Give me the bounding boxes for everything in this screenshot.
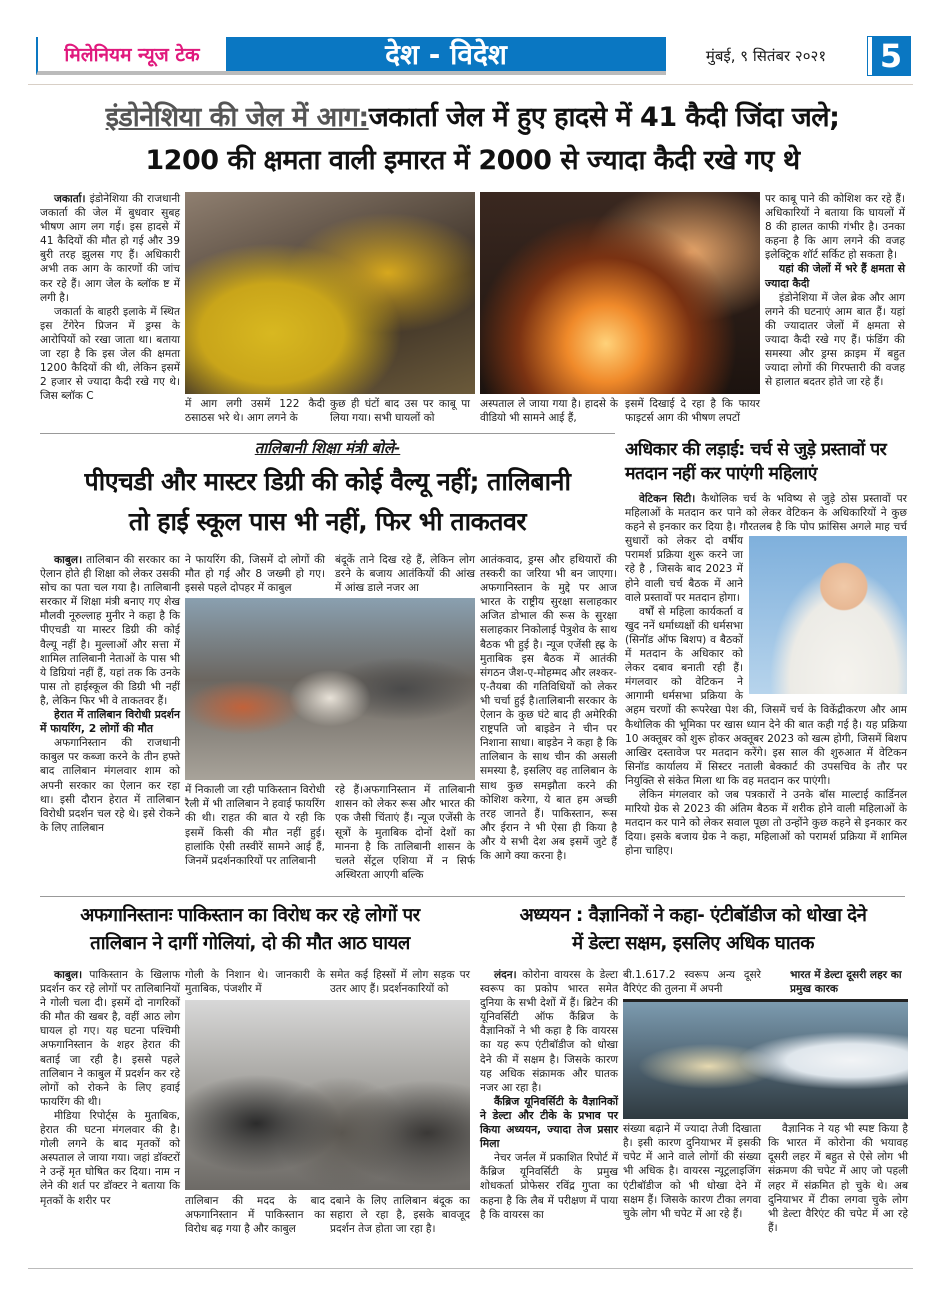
story5-col2-top: बी.1.617.2 स्वरूप अन्य दूसरे वैरिएंट की तुलना में अपनी — [623, 969, 761, 996]
story3-para: लेकिन मंगलवार को जब पत्रकारों ने उनके बॉस माल्टाई कार्डिनल मारियो ग्रेक से 2023 की अंतिम बैठक में शरीक होने वाली महिलाओं के मतदान कर पाने को लेकर सवाल पूछा तो उन्होंने कुछ कहने से इनकार कर दिया। इसके बजाय ग्रेक ने कहा, महिलाओं को परामर्श प्रक्रिया में शामिल होना चाहिए। — [625, 788, 907, 858]
story4-middle — [185, 968, 470, 1236]
story2-para: अफगानिस्तान की राजधानी काबुल पर कब्जा करने के तीन हफ्ते बाद तालिबान मंगलवार शाम को अपनी सरकार का ऐलान कर रहा था। इसी दौरान हेरात में तालिबान विरोधी प्रदर्शन चल रहे थे। इसे रोकने के लिए तालिबान — [40, 737, 180, 834]
taliban-fighters-photo — [185, 1000, 470, 1190]
story2-headline — [35, 462, 620, 542]
story5-right — [623, 968, 908, 1235]
story1-headline-prefix: इंडोनेशिया की जेल में आग: — [105, 102, 369, 133]
story3-para: वर्षों से महिला कार्यकर्ता व खुद ननें धर्माध्यक्षों की धर्मसभा (सिनॉड ऑफ बिशप) व बैठकों में मतदान के अधिकार को लेकर दबाव बनाती रही हैं। मंगलवार को वेटिकन ने आगामी धर्मसभा प्रक्रिया के अहम चरणों की रूपरेखा पेश की, जिसमें चर्च के विकेंद्रीकरण और आम कैथोलिक की भूमिका पर खास ध्यान देने की बात कही गई है। यह प्रक्रिया 10 अक्तूबर को शुरू होकर अक्तूबर 2023 को खत्म होगी, जिसमें बिशप आखिर दस्तावेज पर मतदान करेंगे। इस साल की शुरुआत में वेटिकन सिनॉड कार्यालय में सिस्टर नताली बेक्कार्ट की उपसचिव के तौर पर नियुक्ति से संकेत मिला था कि वह मतदान कर पाएंगी। — [625, 605, 907, 787]
story5-para: नेचर जर्नल में प्रकाशित रिपोर्ट में कैंब्रिज यूनिवर्सिटी के प्रमुख शोधकर्ता प्रोफेसर रविंद्र गुप्ता का कहना है कि लैब में परीक्षण में पाया है कि वायरस का — [480, 1152, 618, 1221]
story2-subheading: हेरात में तालिबान विरोधी प्रदर्शन में फायरिंग, 2 लोगों की मौत — [40, 708, 180, 736]
story2-col3-bottom: रहे हैं।अफगानिस्तान में तालिबानी शासन को लेकर रूस और भारत की एक जैसी चिंताएं हैं। न्यूज एजेंसी के सूत्रों के मुताबिक दोनों देशों का मानना है कि तालिबानी शासन के चलते सेंट्रल एशिया में न सिर्फ अस्थिरता आएगी बल्कि — [335, 784, 475, 881]
story4-headline-line2: तालिबान ने दागीं गोलियां, दो की मौत आठ घायल — [90, 933, 410, 954]
covid-hospital-photo — [623, 999, 908, 1119]
story5-col3-bottom — [768, 1122, 908, 1235]
story1-subheading: यहां की जेलों में भरे हैं क्षमता से ज्यादा कैदी — [765, 262, 905, 290]
herat-protest-photo — [185, 598, 475, 780]
issue-date: मुंबई, ९ सितंबर २०२१ — [705, 47, 827, 65]
story3-para: कैथोलिक चर्च के भविष्य से जुड़े ठोस प्रस्तावों पर महिलाओं के मतदान कर पाने को लेकर वेटिकन के अधिकारियों ने कुछ कहने से इनकार कर दिया है। गौरतलब है कि पोप फ्रांसिस अगले माह चर्च सुधारों को लेकर दो वर्षीय परामर्श प्रक्रिया शुरू करने जा रहे है , जिसके बाद 2023 में होने वाली चर्च बैठक में आने वाले प्रस्तावों पर मतदान होगा। — [625, 493, 907, 604]
story2-col2-bottom: में निकाली जा रही पाकिस्तान विरोधी रैली में भी तालिबान ने हवाई फायरिंग की थी। राहत की बात ये रही कि इसमें किसी की मौत नहीं हुई। हालांकि ऐसी तस्वीरें सामने आई हैं, जिनमें प्रदर्शनकारियों पर तालिबानी — [185, 784, 325, 867]
story1-para: इंडोनेशिया की राजधानी जकार्ता की जेल में बुधवार सुबह भीषण आग लग गई। इस हादसे में 41 कैदियों की मौत हो गई और 39 बुरी तरह झुलस गए हैं। अधिकारी अभी तक आग के कारणों की जांच कर रहे हैं। आग जेल के ब्लॉक ष्ट में लगी है। — [40, 193, 180, 304]
story4-headline — [30, 902, 470, 958]
story1-col1 — [40, 192, 180, 403]
section-divider — [40, 433, 615, 434]
story2-dateline: काबुल। — [54, 554, 83, 566]
story2-col2-top: ने फायरिंग की, जिसमें दो लोगों की मौत हो गई और 8 जख्मी हो गए। इससे पहले दोपहर में काबुल — [185, 554, 325, 595]
story1-headline-line2: 1200 की क्षमता वाली इमारत में 2000 से ज्यादा कैदी रखे गए थे — [145, 145, 800, 176]
story4-headline-line1: अफगानिस्तानः पाकिस्तान का विरोध कर रहे लोगों पर — [80, 905, 420, 926]
story2-headline-line2: तो हाई स्कूल पास भी नहीं, फिर भी ताकतवर — [128, 507, 527, 536]
page-bottom-rule — [28, 1268, 913, 1269]
story1-right-col — [765, 192, 905, 389]
page-number-box — [868, 37, 910, 75]
story4-col3-top: समेत कई हिस्सों में लोग सड़क पर उतर आए हैं। प्रदर्शनकारियों को — [330, 969, 470, 996]
dateline-box — [666, 37, 866, 75]
story1-para: पर काबू पाने की कोशिश कर रहे हैं। अधिकारियों ने बताया कि घायलों में 8 की हालत काफी गंभीर है। उनका कहना है कि आग लगने की वजह इलेक्ट्रिक शॉर्ट सर्किट हो सकता है। — [765, 193, 905, 262]
story3-body — [625, 492, 907, 858]
masthead — [36, 37, 911, 77]
story5-para: कोरोना वायरस के डेल्टा स्वरूप का प्रकोप भारत समेत दुनिया के सभी देशों में हैं। ब्रिटेन की यूनिवर्सिटी ऑफ कैंब्रिज के वैज्ञानिकों ने भी कहा है कि वायरस का यह रूप एंटीबॉडीज को धोखा देने की में सक्षम है। जिसके कारण यह अधिक संक्रामक और घातक नजर आ रहा है। — [480, 969, 618, 1094]
story2-kicker: तालिबानी शिक्षा मंत्री बोले- — [254, 439, 401, 457]
story1-para: जकार्ता के बाहरी इलाके में स्थित इस टेंगेरेन प्रिजन में ड्रग्स के आरोपियों को रखा जाता था। बताया जा रहा है कि इस जेल की क्षमता 1200 कैदियों की थी, लेकिन इसमें 2 हजार से ज्यादा कैदी रखे गए थे। जिस ब्लॉक C — [40, 305, 180, 403]
story5-para: वैज्ञानिक ने यह भी स्पष्ट किया है कि भारत में कोरोना की भयावह दूसरी लहर में बहुत से ऐसे लोग भी संक्रमण की चपेट में आए जो पहली लहर में संक्रमित हो चुके थे। अब दुनियाभर में टीका लगवा चुके लोग भी डेल्टा वैरिएंट की चपेट में आ रहे हैं। — [768, 1123, 908, 1234]
story4-para: पाकिस्तान के खिलाफ प्रदर्शन कर रहे लोगों पर तालिबानियों ने गोली चला दी। इसमें दो नागरिकों की मौत की खबर है, वहीं आठ लोग घायल हो गए। यह घटना पश्चिमी अफगानिस्तान के शहर हेरात की बताई जा रही है। इससे पहले तालिबान ने काबुल में प्रदर्शन कर रहे लोगों को रोकने के लिए हवाई फायरिंग की थी। — [40, 969, 180, 1108]
page-number: 5 — [879, 37, 903, 75]
brand-logo — [36, 37, 226, 75]
story2-para: तालिबान की सरकार का ऐलान होते ही शिक्षा को लेकर उसकी सोच का पता चल गया है। तालिबानी सरकार में शिक्षा मंत्री बनाए गए शेख मौलवी नूरुल्लाह मुनीर ने कहा है कि पीएचडी या मास्टर डिग्री की कोई वैल्यू नहीं है। मुल्लाओं और सत्ता में शामिल तालिबानी नेताओं के पास भी ये डिग्रियां नहीं हैं, यहां तक कि उनके पास तो हाईस्कूल की डिग्री भी नहीं है, लेकिन फिर भी वे ताकतवर हैं। — [40, 554, 180, 707]
story5-headline-line1: अध्ययन : वैज्ञानिकों ने कहा- एंटीबॉडीज को धोखा देने — [519, 905, 867, 926]
story3-dateline: वेटिकन सिटी। — [639, 493, 696, 505]
story4-dateline: काबुल। — [54, 969, 83, 981]
story2-col1 — [40, 553, 180, 835]
story5-headline — [478, 902, 908, 958]
story5-side-subheading: भारत में डेल्टा दूसरी लहर का प्रमुख कारक — [790, 969, 902, 996]
pope-francis-photo — [749, 536, 907, 694]
story1-caption-col3: अस्पताल ले जाया गया है। हादसे के वीडियो भी सामने आई हैं, — [480, 398, 618, 425]
story3 — [625, 438, 907, 858]
story1-dateline: जकार्ता। — [54, 193, 86, 205]
story1-caption-col2: कुछ ही घंटों बाद उस पर काबू पा लिया गया। सभी घायलों को — [330, 398, 470, 425]
story4-col3-bottom: दबाने के लिए तालिबान बंदूक का सहारा ले रहा है, इसके बावजूद प्रदर्शन तेज होता जा रहा है। — [330, 1195, 470, 1236]
story2-middle — [185, 553, 475, 882]
story1-headline-main: जकार्ता जेल में हुए हादसे में 41 कैदी जिंदा जले; — [368, 102, 840, 133]
masthead-rule — [28, 84, 913, 85]
story5-headline-line2: में डेल्टा सक्षम, इसलिए अधिक घातक — [572, 933, 814, 954]
prison-fire-aftermath-photo — [185, 192, 475, 394]
story4-para: मीडिया रिपोर्ट्स के मुताबिक, हेरात की घटना मंगलवार की है। गोली लगने के बाद मृतकों को अस्पताल ले जाया गया। जहां डॉक्टरों ने उन्हें मृत घोषित कर दिया। नाम न लेने की शर्त पर डॉक्टर ने बताया कि मृतकों के शरीर पर — [40, 1109, 180, 1207]
prison-fire-photo — [480, 192, 760, 394]
story4-col2-top: गोली के निशान थे। जानकारी के मुताबिक, पंजशीर में — [185, 969, 325, 996]
story1-para: इंडोनेशिया में जेल ब्रेक और आग लगने की घटनाएं आम बात हैं। यहां की ज्यादातर जेलों में क्षमता से ज्यादा कैदी रखे गए हैं। फंडिंग की समस्या और ड्रग्स क्राइम में बहुत ज्यादा लोगों की गिरफ्तारी की वजह से हालात बदतर होते जा रहे हैं। — [765, 291, 905, 389]
story4-col1 — [40, 968, 180, 1208]
story5-col1 — [480, 968, 618, 1222]
story3-headline: अधिकार की लड़ाई: चर्च से जुड़े प्रस्तावों पर मतदान नहीं कर पाएंगी महिलाएं — [625, 440, 887, 484]
story1-caption-col1: में आग लगी उसमें 122 कैदी ठसाठस भरे थे। आग लगने के — [185, 398, 325, 425]
section-divider — [40, 896, 905, 897]
story2-headline-line1: पीएचडी और मास्टर डिग्री की कोई वैल्यू नहीं; तालिबानी — [84, 467, 571, 496]
brand-name: मिलेनियम न्यूज टेक — [64, 44, 200, 66]
section-band — [226, 37, 866, 75]
story4-col2-bottom: तालिबान की मदद के बाद अफगानिस्तान में पाकिस्तान का विरोध बढ़ गया है और काबुल — [185, 1195, 325, 1236]
story5-dateline: लंदन। — [494, 969, 517, 981]
story5-col2-bottom: संख्या बढ़ाने में ज्यादा तेजी दिखाता है। इसी कारण दुनियाभर में इसकी चपेट में आने वाले लोगों की संख्या भी अधिक है। वायरस न्यूट्रलाइजिंग एंटीबॉडीज को भी धोखा देने में सक्षम हैं। जिसके कारण टीका लगवा चुके लोग भी चपेट में आ रहे हैं। — [623, 1123, 761, 1220]
story1-caption-col4: इसमें दिखाई दे रहा है कि फायर फाइटर्स आग की भीषण लपटों — [625, 398, 760, 425]
section-title: देश - विदेश — [385, 38, 507, 71]
story5-subheading: कैंब्रिज यूनिवर्सिटी के वैज्ञानिकों ने डेल्टा और टीके के प्रभाव पर किया अध्ययन, ज्यादा तेज प्रसार मिला — [480, 1094, 618, 1151]
story2-col4: आतंकवाद, ड्रग्स और हथियारों की तस्करी का जरिया भी बन जाएगा। अफगानिस्तान के मुद्दे पर आज भारत के राष्ट्रीय सुरक्षा सलाहकार अजित डोभाल की रूस के सुरक्षा सलाहकार निकोलाई पेत्रुशेव के साथ बैठक भी हुई है। न्यूज एजेंसी ह्ह्र के मुताबिक इस बैठक में आतंकी संगठन जैश-ए-मोहम्मद और लश्कर-ए-तैयबा की गतिविधियों को लेकर भी चर्चा हुई है।तालिबानी सरकार के ऐलान के कुछ घंटे बाद ही अमेरिकी राष्ट्रपति जो बाइडेन ने चीन पर निशाना साधा। बाइडेन ने कहा है कि तालिबान के साथ चीन की असली समस्या है, इसलिए वह तालिबान के साथ कुछ समझौता करने की कोशिश करेगा, ये बात हम अच्छी तरह जानते हैं। पाकिस्तान, रूस और ईरान ने भी ऐसा ही किया है और ये सभी देश अब इसमें जुटे हैं कि आगे क्या करना है। — [480, 554, 617, 862]
story2-col3-top: बंदूकें ताने दिख रहे हैं, लेकिन लोग डरने के बजाय आतंकियों की आंख में आंख डाले नजर आ — [335, 554, 475, 595]
story1-headline — [30, 96, 915, 182]
